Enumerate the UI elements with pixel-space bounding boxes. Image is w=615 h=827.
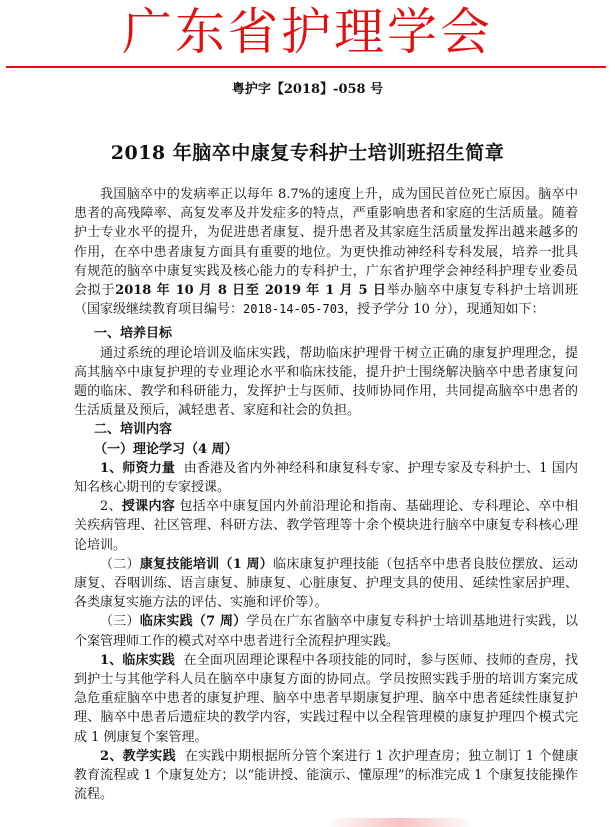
course-content-prefix: 2、 <box>100 499 122 515</box>
skills-label: 康复技能培训（1 周） <box>139 556 274 572</box>
goals-paragraph: 通过系统的理论培训及临床实践，帮助临床护理骨干树立正确的康复护理理念，提高其脑卒中康复护理的专业理论水平和临床技能，提升护士围绕解决脑卒中患者康复问题的临床、教学和科研能力，发挥护士与医师、技师协同作用，共同提高脑卒中患者的生活质量及预后，减轻患者、家庭和社会的负担。 <box>74 345 578 419</box>
faculty-label: 1、师资力量 <box>100 460 176 476</box>
teaching-practice-text: 在实践中期根据所分管个案进行 1 次护理查房；独立制订 1 个健康教育流程或 1 个康复处方；以“能讲授、能演示、懂原理”的标准完成 1 个康复技能操作流程。 <box>74 748 579 803</box>
intro-text-end: ，授予学分 10 分），现通知如下： <box>344 302 545 318</box>
document-title: 2018 年脑卒中康复专科护士培训班招生简章 <box>110 142 505 164</box>
faculty-text: 由香港及省内外神经科和康复科专家、护理专家及专科护士、1 国内知名核心期刊的专家授课。 <box>74 460 579 496</box>
clinical-practice-paragraph <box>74 651 578 747</box>
skills-prefix: （二） <box>100 556 140 572</box>
clinical-practice-text: 在全面巩固理论课程中各项技能的同时，参与医师、技师的查房，找到护士与其他学科人员在脑卒中康复方面的协同点。学员按照实践手册的培训方案完成急危重症脑卒中患者的康复护理、脑卒中患者早期康复护理、脑卒中患者延续性康复护理、脑卒中患者后遗症块的教学内容，实践过程中以全程管理模的康复护理四个模式完成 1 例康复个案管理。 <box>74 652 578 745</box>
teaching-practice-label: 2、教学实践 <box>100 748 176 764</box>
document-body <box>74 185 578 805</box>
training-dates: 2018 年 10 月 8 日至 2019 年 1 月 5 日 <box>115 283 387 299</box>
clinical-practice-label: 1、临床实践 <box>100 652 175 668</box>
section-heading-goals: 一、培养目标 <box>94 326 173 342</box>
practice-paragraph <box>74 612 578 650</box>
practice-prefix: （三） <box>100 614 140 630</box>
intro-paragraph <box>74 185 578 319</box>
red-divider <box>6 66 606 68</box>
organization-header: 广东省护理学会 <box>122 3 493 61</box>
faculty-paragraph <box>74 459 578 497</box>
subheading-theory: （一）理论学习（4 周） <box>94 441 238 457</box>
document-number: 粤护字【2018】-058 号 <box>231 82 384 97</box>
skills-text: 临床康复护理技能（包括卒中患者良肢位摆放、运动康复、吞咽训练、语言康复、肺康复、心脏康复、护理支具的使用、延续性家居护理、各类康复实施方法的评估、实施和评价等）。 <box>74 556 578 611</box>
project-code: 2018-14-05-703 <box>243 302 345 317</box>
intro-text: 我国脑卒中的发病率正以每年 8.7%的速度上升，成为国民首位死亡原因。脑卒中患者的高残障率、高复发率及并发症多的特点，严重影响患者和家庭的生活质量。随着护士专业水平的提升，为促进患者康复、提升患者及其家庭生活质量发挥出越来越多的作用，在卒中患者康复方面具有重要的地位。为更快推动神经科专科发展，培养一批具有规范的脑卒中康复实践及核心能力的专科护士，广东省护理学会神经科护理专业委员会拟于 <box>74 187 578 299</box>
teaching-practice-paragraph <box>74 747 578 805</box>
stamp-mark <box>325 818 475 827</box>
course-content-paragraph <box>74 497 578 555</box>
practice-label: 临床实践（7 周） <box>139 614 247 630</box>
practice-text: 学员在广东省脑卒中康复专科护士培训基地进行实践，以个案管理师工作的模式对卒中患者进行全流程护理实践。 <box>74 614 578 649</box>
course-content-label: 授课内容 <box>121 499 176 515</box>
intro-text-cont: 举办脑卒中康复专科护士培训班（国家级继续教育项目编号： <box>74 283 578 318</box>
section-heading-content: 二、培训内容 <box>94 422 173 438</box>
course-content-text: 包括卒中康复国内外前沿理论和指南、基础理论、专科理论、卒中相关疾病管理、社区管理、科研方法、教学管理等十余个模块进行脑卒中康复专科核心理论培训。 <box>74 499 578 553</box>
skills-paragraph <box>74 555 578 613</box>
